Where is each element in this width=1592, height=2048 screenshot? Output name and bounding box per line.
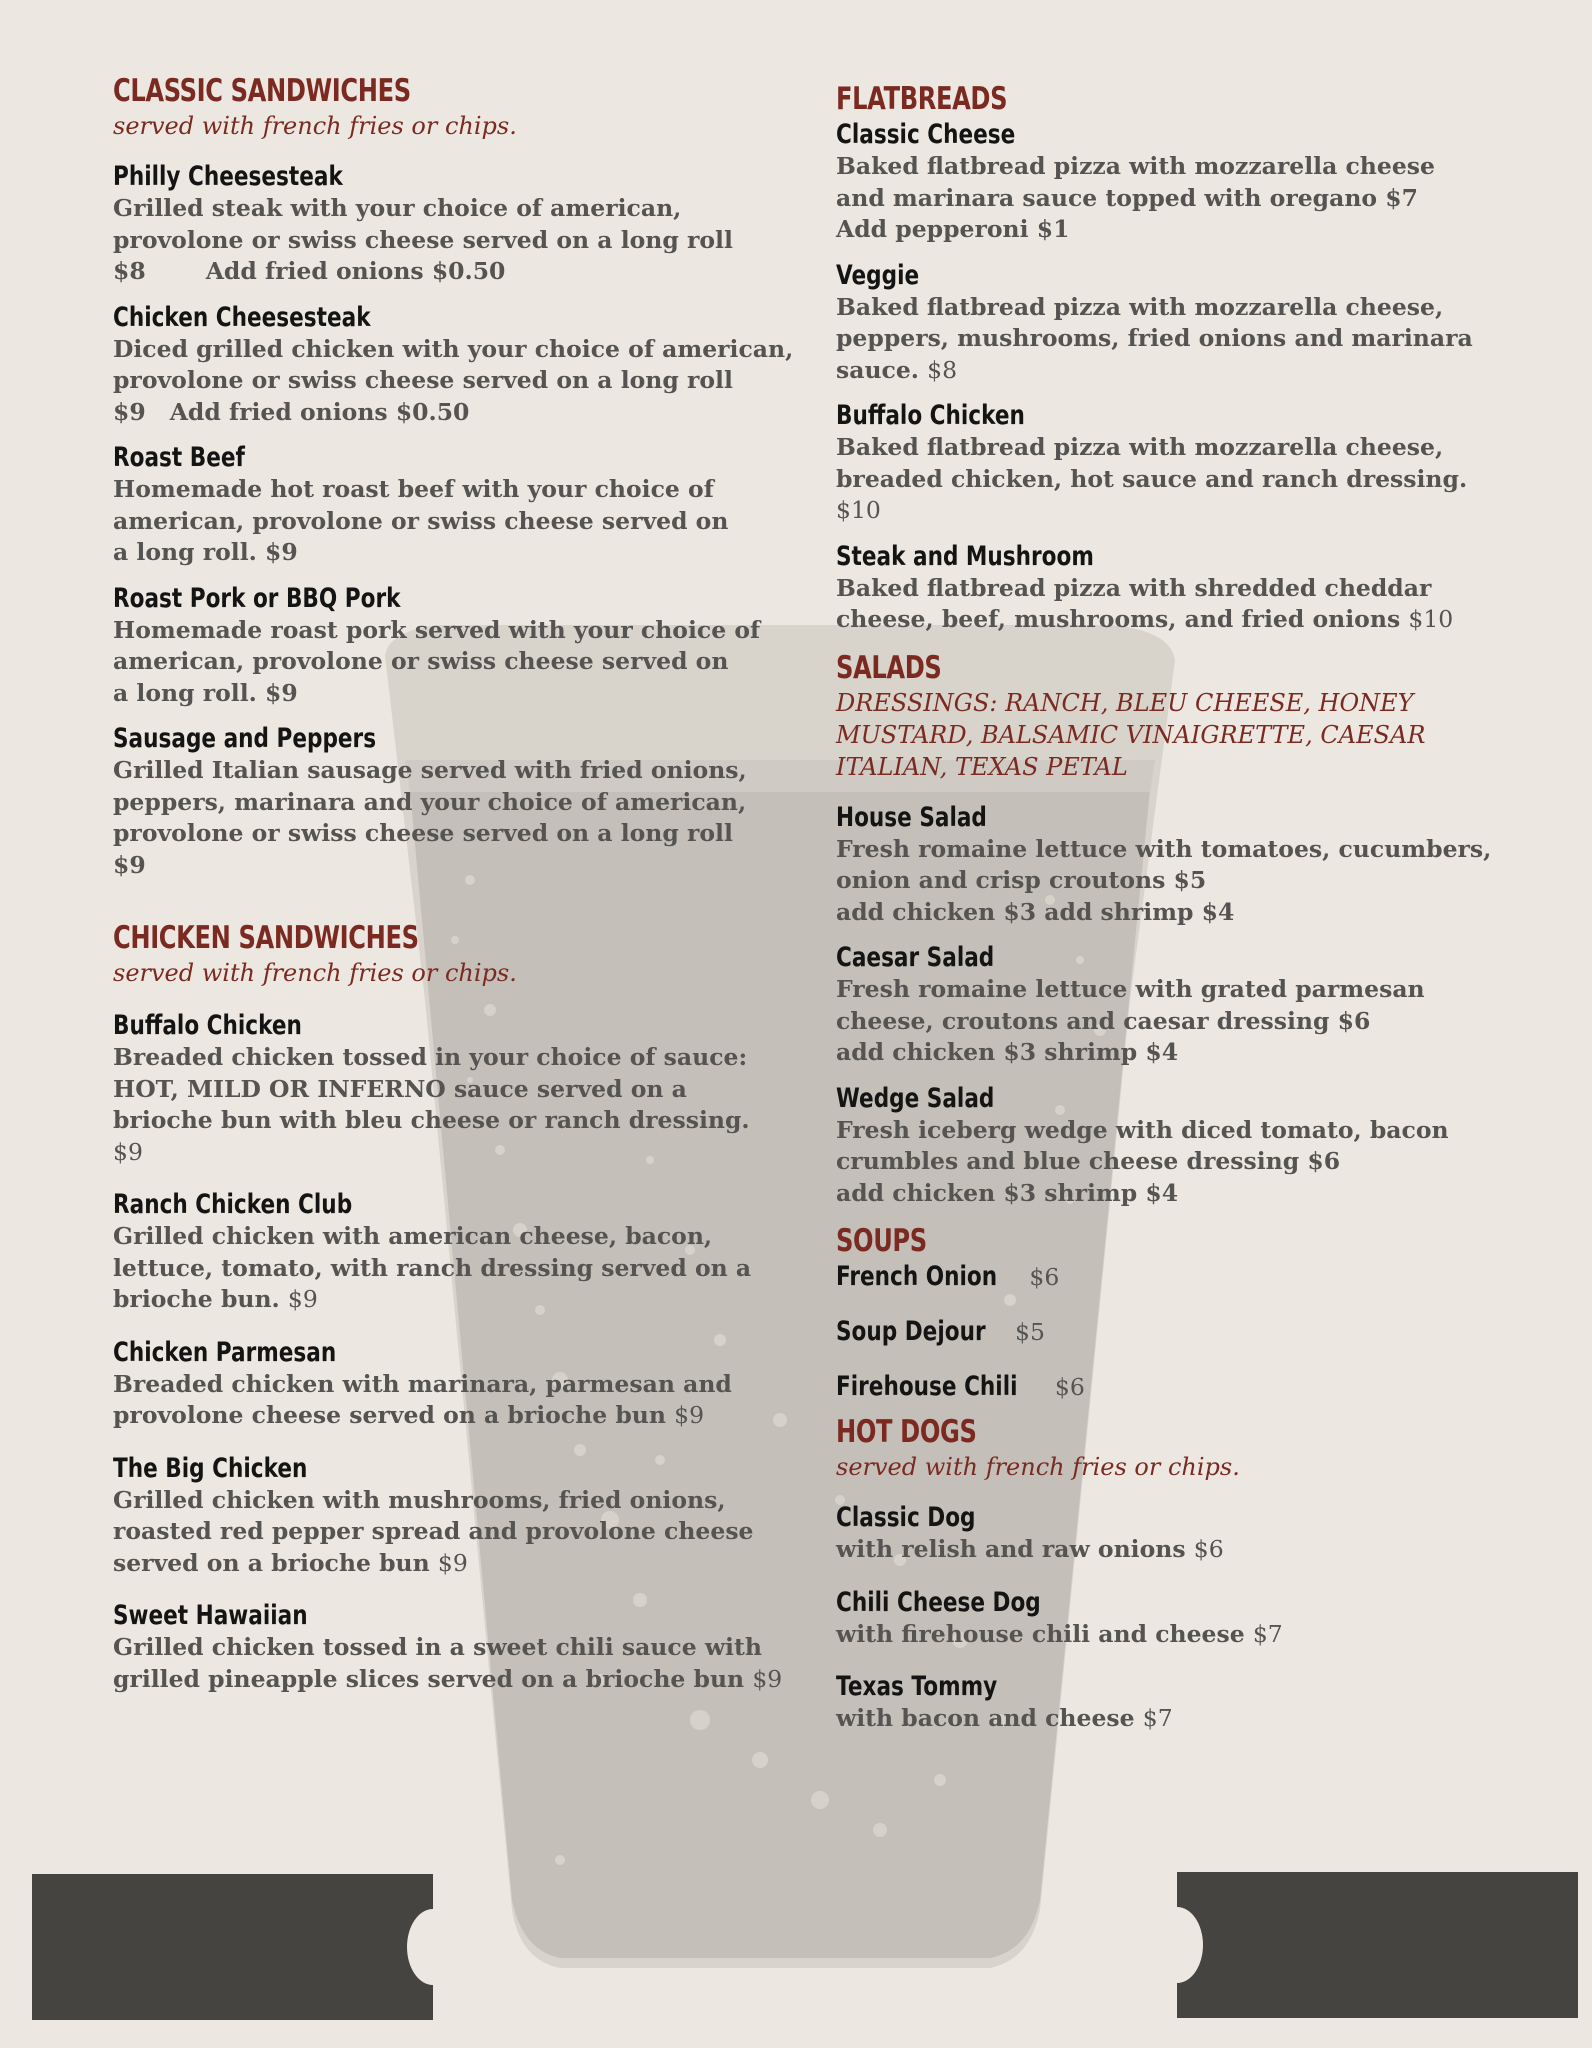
- item-description: crumbles and blue cheese dressing $6: [836, 1147, 1341, 1175]
- item-description: add chicken $3 shrimp $4: [836, 1038, 1179, 1066]
- section-title: FLATBREADS: [836, 81, 1008, 117]
- section-title: HOT DOGS: [836, 1414, 977, 1450]
- item-description: american, provolone or swiss cheese served on: [113, 506, 729, 535]
- menu-item: [113, 1188, 813, 1316]
- item-name: Sweet Hawaiian: [113, 1600, 308, 1631]
- item-price: $5: [1015, 1318, 1045, 1346]
- menu-item: [113, 722, 813, 881]
- item-name: Soup Dejour: [836, 1316, 986, 1347]
- dressings-line: ITALIAN, TEXAS PETAL: [836, 752, 1128, 781]
- item-price-row: [113, 397, 813, 429]
- item-addon: Add fried onions $0.50: [169, 397, 470, 426]
- item-description: Baked flatbread pizza with mozzarella cheese,: [836, 433, 1444, 461]
- item-description: Add pepperoni $1: [836, 215, 1070, 243]
- item-addon: Add fried onions $0.50: [205, 257, 506, 285]
- item-description: Grilled chicken with mushrooms, fried onions,: [113, 1485, 726, 1514]
- menu-item: [836, 801, 1536, 929]
- item-description: Fresh romaine lettuce with grated parmesan: [836, 975, 1425, 1003]
- item-description: Grilled chicken with american cheese, bacon,: [113, 1222, 713, 1250]
- soup-item: [836, 1260, 1536, 1293]
- menu-item: [113, 160, 813, 288]
- item-description: Grilled steak with your choice of american,: [113, 194, 682, 222]
- item-description-last: served on a brioche bun $9: [113, 1548, 468, 1577]
- item-description: breaded chicken, hot sauce and ranch dressing.: [836, 464, 1468, 493]
- item-description-last: cheese, beef, mushrooms, and fried onions $10: [836, 605, 1454, 633]
- item-name: Roast Pork or BBQ Pork: [113, 582, 401, 614]
- item-price: $10: [836, 496, 881, 524]
- menu-item: [113, 1336, 813, 1432]
- item-description: Breaded chicken tossed in your choice of sauce:: [113, 1043, 748, 1071]
- item-description: $9: [113, 850, 146, 879]
- item-price: $9: [113, 397, 146, 426]
- item-name: Classic Dog: [836, 1502, 976, 1533]
- menu-item: [836, 118, 1536, 246]
- section-subtitle: served with french fries or chips.: [113, 959, 517, 987]
- classic-sandwiches-section: [113, 72, 813, 881]
- item-description: a long roll. $9: [113, 678, 298, 707]
- item-description: Baked flatbread pizza with shredded cheddar: [836, 573, 1432, 602]
- item-name: Chicken Parmesan: [113, 1336, 337, 1368]
- chicken-sandwiches-section: [113, 919, 813, 1695]
- menu-item: [836, 1586, 1536, 1651]
- menu-item: [836, 1501, 1536, 1566]
- menu-item: [836, 399, 1536, 527]
- item-description: onion and crisp croutons $5: [836, 866, 1207, 894]
- item-price: $9: [287, 1285, 318, 1313]
- item-description: Grilled Italian sausage served with fried onions,: [113, 756, 747, 784]
- item-description-last: brioche bun. $9: [113, 1285, 318, 1313]
- item-name: Philly Cheesesteak: [113, 161, 343, 192]
- item-price: $10: [1408, 605, 1454, 633]
- item-name: Classic Cheese: [836, 119, 1016, 150]
- left-column: [113, 72, 813, 1708]
- item-price-row: [113, 256, 813, 288]
- item-description: a long roll. $9: [113, 538, 298, 566]
- soup-item: [836, 1370, 1536, 1403]
- item-price: $9: [113, 1137, 143, 1166]
- item-name: Buffalo Chicken: [836, 400, 1025, 431]
- section-subtitle: served with french fries or chips.: [836, 1453, 1240, 1481]
- item-description-last: sauce. $8: [836, 355, 958, 384]
- item-name: Chicken Cheesesteak: [113, 301, 371, 333]
- item-name: Caesar Salad: [836, 942, 995, 973]
- section-title: CLASSIC SANDWICHES: [113, 73, 411, 109]
- item-description: Fresh romaine lettuce with tomatoes, cucumbers,: [836, 834, 1492, 863]
- salads-section: [836, 649, 1536, 1210]
- soups-section: [836, 1222, 1536, 1403]
- item-description: roasted red pepper spread and provolone cheese: [113, 1517, 754, 1545]
- item-description: and marinara sauce topped with oregano $7: [836, 183, 1418, 212]
- item-name: Ranch Chicken Club: [113, 1189, 353, 1220]
- menu-item: [836, 1082, 1536, 1210]
- item-description: Homemade hot roast beef with your choice of: [113, 475, 714, 503]
- menu-item: [836, 259, 1536, 387]
- item-description-last: with relish and raw onions $6: [836, 1535, 1224, 1563]
- item-name: House Salad: [836, 801, 987, 833]
- item-description-last: grilled pineapple slices served on a brioche bun $9: [113, 1664, 783, 1693]
- flatbreads-section: [836, 80, 1536, 636]
- item-description: Baked flatbread pizza with mozzarella cheese,: [836, 292, 1444, 321]
- item-name: Texas Tommy: [836, 1671, 998, 1702]
- item-price: $7: [1142, 1704, 1173, 1732]
- item-description: Baked flatbread pizza with mozzarella cheese: [836, 152, 1435, 180]
- item-description-last: with firehouse chili and cheese $7: [836, 1619, 1283, 1648]
- item-price: $8: [927, 355, 958, 384]
- menu-item: [113, 301, 813, 429]
- menu-item: [113, 582, 813, 710]
- footer-block-right: [1177, 1872, 1578, 2018]
- section-subtitle: served with french fries or chips.: [113, 112, 517, 140]
- hot-dogs-section: [836, 1413, 1536, 1735]
- item-name: Roast Beef: [113, 442, 245, 473]
- item-description: HOT, MILD OR INFERNO sauce served on a: [113, 1074, 687, 1103]
- menu-item: [836, 540, 1536, 636]
- section-title: SOUPS: [836, 1223, 927, 1259]
- item-description: add chicken $3 shrimp $4: [836, 1178, 1179, 1207]
- item-price: $7: [1252, 1619, 1283, 1648]
- item-name: Buffalo Chicken: [113, 1010, 302, 1041]
- item-name: Sausage and Peppers: [113, 723, 377, 754]
- menu-item: [113, 1009, 813, 1168]
- item-description-last: provolone cheese served on a brioche bun $9: [113, 1401, 705, 1429]
- item-description: add chicken $3 add shrimp $4: [836, 897, 1235, 926]
- item-price: $9: [674, 1401, 705, 1429]
- menu-item: [113, 1599, 813, 1695]
- item-price: $9: [752, 1664, 783, 1693]
- menu-item: [113, 441, 813, 569]
- item-description: provolone or swiss cheese served on a long roll: [113, 366, 733, 394]
- item-description: provolone or swiss cheese served on a long roll: [113, 225, 733, 254]
- item-description: american, provolone or swiss cheese served on: [113, 647, 729, 675]
- item-price: $9: [437, 1548, 468, 1577]
- section-title: SALADS: [836, 649, 942, 686]
- item-name: Steak and Mushroom: [836, 540, 1094, 572]
- footer-block-left: [32, 1874, 433, 2020]
- item-price: $8: [113, 257, 146, 285]
- menu-item: [113, 1452, 813, 1580]
- item-description: Homemade roast pork served with your choice of: [113, 615, 761, 644]
- item-description: Breaded chicken with marinara, parmesan and: [113, 1369, 732, 1398]
- item-description-last: with bacon and cheese $7: [836, 1704, 1173, 1732]
- menu-item: [836, 1670, 1536, 1735]
- item-description: Fresh iceberg wedge with diced tomato, bacon: [836, 1115, 1449, 1144]
- item-price: $6: [1054, 1373, 1085, 1401]
- item-description: peppers, marinara and your choice of american,: [113, 787, 747, 816]
- dressings-line: DRESSINGS: RANCH, BLEU CHEESE, HONEY: [836, 688, 1414, 717]
- item-description: peppers, mushrooms, fried onions and marinara: [836, 324, 1473, 352]
- item-name: Veggie: [836, 259, 920, 291]
- item-price: $6: [1193, 1535, 1224, 1563]
- menu-item: [836, 941, 1536, 1069]
- item-price: $6: [1029, 1263, 1060, 1291]
- item-name: Chili Cheese Dog: [836, 1586, 1041, 1618]
- item-description: cheese, croutons and caesar dressing $6: [836, 1006, 1371, 1035]
- item-description: lettuce, tomato, with ranch dressing served on a: [113, 1253, 752, 1282]
- item-description: Grilled chicken tossed in a sweet chili sauce with: [113, 1633, 762, 1661]
- item-name: French Onion: [836, 1261, 998, 1292]
- item-name: Wedge Salad: [836, 1082, 995, 1114]
- item-description: brioche bun with bleu cheese or ranch dressing.: [113, 1106, 750, 1134]
- section-title: CHICKEN SANDWICHES: [113, 920, 419, 956]
- item-description: provolone or swiss cheese served on a long roll: [113, 819, 733, 847]
- item-name: Firehouse Chili: [836, 1371, 1018, 1402]
- item-name: The Big Chicken: [113, 1452, 308, 1484]
- soup-item: [836, 1315, 1536, 1348]
- right-column: [836, 80, 1536, 1748]
- dressings-line: MUSTARD, BALSAMIC VINAIGRETTE, CAESAR: [836, 720, 1426, 749]
- item-description: Diced grilled chicken with your choice of american,: [113, 334, 794, 363]
